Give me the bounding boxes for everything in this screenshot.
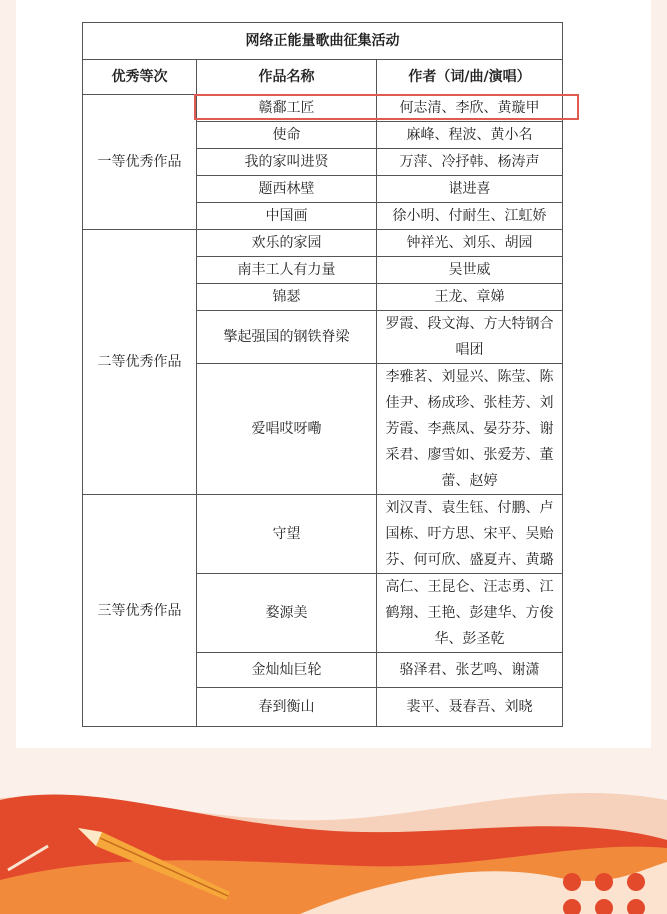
work-name-cell: 擎起强国的钢铁脊梁 [197, 311, 377, 364]
work-name-cell: 使命 [197, 122, 377, 149]
authors-cell: 刘汉青、袁生钰、付鹏、卢国栋、吁方思、宋平、吴贻芬、何可欣、盛夏卉、黄璐 [377, 495, 563, 574]
header-tier: 优秀等次 [83, 60, 197, 95]
decorative-wave-banner [0, 770, 667, 914]
awards-table [82, 22, 563, 727]
header-authors: 作者（词/曲/演唱） [377, 60, 563, 95]
authors-cell: 吴世威 [377, 257, 563, 284]
authors-cell: 王龙、章娣 [377, 284, 563, 311]
table-title: 网络正能量歌曲征集活动 [83, 23, 563, 60]
work-name-cell: 中国画 [197, 203, 377, 230]
work-name-cell: 南丰工人有力量 [197, 257, 377, 284]
authors-cell: 钟祥光、刘乐、胡园 [377, 230, 563, 257]
work-name-cell: 守望 [197, 495, 377, 574]
work-name-cell: 春到衡山 [197, 688, 377, 727]
work-name-cell: 我的家叫进贤 [197, 149, 377, 176]
work-name-cell: 爱唱哎呀嘞 [197, 364, 377, 495]
table-row [83, 495, 563, 574]
authors-cell: 裴平、聂春吾、刘晓 [377, 688, 563, 727]
authors-cell: 谌进喜 [377, 176, 563, 203]
authors-cell: 麻峰、程波、黄小名 [377, 122, 563, 149]
authors-cell: 高仁、王昆仑、汪志勇、江鹤翔、王艳、彭建华、方俊华、彭圣乾 [377, 574, 563, 653]
tier-cell: 二等优秀作品 [83, 230, 197, 495]
authors-cell: 李雅茗、刘显兴、陈莹、陈佳尹、杨成珍、张桂芳、刘芳霞、李燕凤、晏芬芬、谢采君、廖雪如、张爱芳、董蕾、赵婷 [377, 364, 563, 495]
authors-cell: 骆泽君、张艺鸣、谢潇 [377, 653, 563, 688]
work-name-cell: 欢乐的家园 [197, 230, 377, 257]
header-work-name: 作品名称 [197, 60, 377, 95]
work-name-cell: 题西林壁 [197, 176, 377, 203]
work-name-cell: 婺源美 [197, 574, 377, 653]
table-row [83, 230, 563, 257]
table-row [83, 95, 563, 122]
authors-cell: 罗霞、段文海、方大特钢合唱团 [377, 311, 563, 364]
work-name-cell: 赣鄱工匠 [197, 95, 377, 122]
authors-cell: 何志清、李欣、黄璇甲 [377, 95, 563, 122]
work-name-cell: 锦瑟 [197, 284, 377, 311]
tier-cell: 三等优秀作品 [83, 495, 197, 727]
work-name-cell: 金灿灿巨轮 [197, 653, 377, 688]
authors-cell: 万萍、冷抒韩、杨涛声 [377, 149, 563, 176]
authors-cell: 徐小明、付耐生、江虹娇 [377, 203, 563, 230]
tier-cell: 一等优秀作品 [83, 95, 197, 230]
